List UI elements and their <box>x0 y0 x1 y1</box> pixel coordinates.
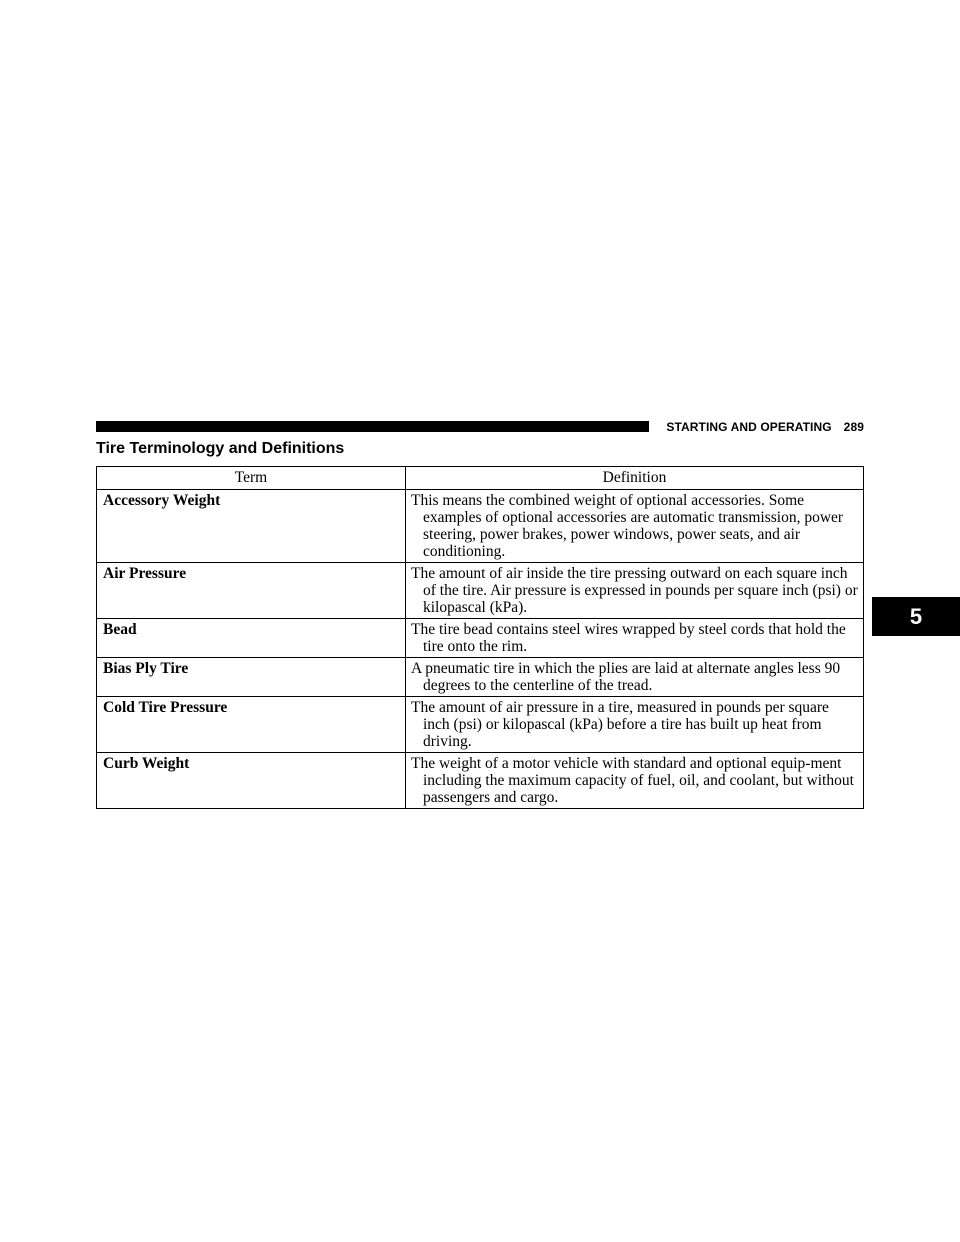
term-cell: Bead <box>97 619 406 658</box>
page-number: 289 <box>843 420 864 434</box>
term-cell: Air Pressure <box>97 563 406 619</box>
running-head <box>658 418 864 436</box>
definition-cell <box>406 563 864 619</box>
section-title: Tire Terminology and Definitions <box>96 440 345 457</box>
table-row <box>97 490 864 563</box>
table-row <box>97 697 864 753</box>
definition-text: This means the combined weight of optional accessories. Some examples of optional accessories are automatic transmission, power steering, power brakes, power windows, power seats, and air conditioning. <box>411 492 844 560</box>
terminology-table <box>96 466 864 809</box>
term-cell: Accessory Weight <box>97 490 406 563</box>
definition-text: The weight of a motor vehicle with standard and optional equip-ment including the maximum capacity of fuel, oil, and coolant, but without passengers and cargo. <box>411 755 854 806</box>
definition-cell <box>406 753 864 809</box>
column-header-term: Term <box>97 467 406 490</box>
column-header-definition: Definition <box>406 467 864 490</box>
definition-text: The amount of air pressure in a tire, measured in pounds per square inch (psi) or kilopascal (kPa) before a tire has built up heat from driving. <box>411 699 829 750</box>
table-row <box>97 563 864 619</box>
definition-text: The tire bead contains steel wires wrapped by steel cords that hold the tire onto the rim. <box>411 621 846 655</box>
header-rule-bar <box>96 421 649 432</box>
definition-text: A pneumatic tire in which the plies are laid at alternate angles less 90 degrees to the centerline of the tread. <box>411 660 841 694</box>
table-header-row <box>97 467 864 490</box>
running-head-section: STARTING AND OPERATING <box>666 420 832 434</box>
table-row <box>97 658 864 697</box>
table-row <box>97 619 864 658</box>
definition-cell <box>406 619 864 658</box>
definition-text: The amount of air inside the tire pressing outward on each square inch of the tire. Air pressure is expressed in pounds per square inch (psi) or kilopascal (kPa). <box>411 565 858 616</box>
table-row <box>97 753 864 809</box>
definition-cell <box>406 490 864 563</box>
chapter-thumb-tab: 5 <box>872 597 960 636</box>
term-cell: Cold Tire Pressure <box>97 697 406 753</box>
definition-cell <box>406 658 864 697</box>
term-cell: Curb Weight <box>97 753 406 809</box>
definition-cell <box>406 697 864 753</box>
term-cell: Bias Ply Tire <box>97 658 406 697</box>
